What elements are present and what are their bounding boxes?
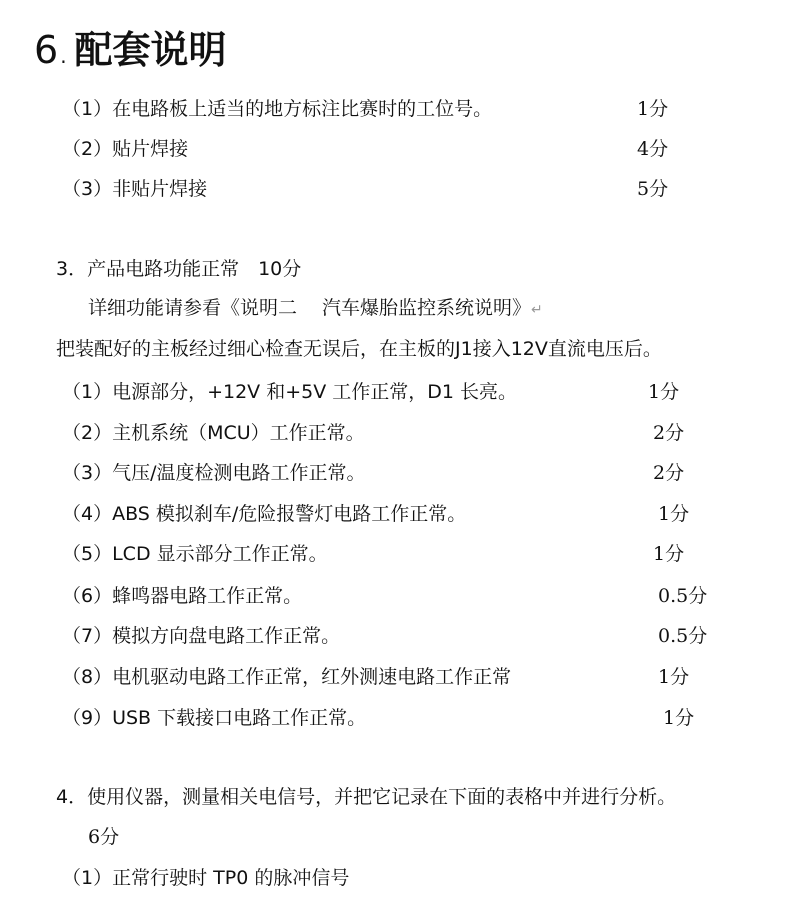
score: 1分: [653, 543, 685, 565]
list-item: （1）正常行驶时 TP0 的脉冲信号: [62, 867, 350, 889]
section4-heading: 4．使用仪器，测量相关电信号，并把它记录在下面的表格中并进行分析。: [56, 786, 677, 808]
list-item: （9）USB 下载接口电路工作正常。: [62, 707, 367, 729]
return-mark: ↵: [531, 302, 543, 318]
section-number: 6: [34, 28, 59, 72]
list-item: （3）非贴片焊接: [62, 178, 208, 200]
score: 1分: [658, 666, 690, 688]
score: 5分: [637, 178, 669, 200]
score: 4分: [637, 138, 669, 160]
list-item: （8）电机驱动电路工作正常，红外测速电路工作正常: [62, 666, 512, 688]
score: 1分: [637, 98, 669, 120]
section3-heading: 3．产品电路功能正常 10分: [56, 258, 302, 280]
list-item: （2）贴片焊接: [62, 138, 189, 160]
score: 0.5分: [658, 625, 708, 647]
section-dot: .: [60, 44, 67, 68]
section-title-text: 配套说明: [74, 28, 227, 72]
list-item: （1）电源部分，+12V 和+5V 工作正常，D1 长亮。: [62, 381, 518, 403]
list-item: （4）ABS 模拟刹车/危险报警灯电路工作正常。: [62, 503, 467, 525]
score: 0.5分: [658, 585, 708, 607]
list-item: （2）主机系统（MCU）工作正常。: [62, 422, 365, 444]
list-item: （6）蜂鸣器电路工作正常。: [62, 585, 303, 607]
section-title: [34, 26, 227, 80]
list-item: （1）在电路板上适当的地方标注比赛时的工位号。: [62, 98, 493, 120]
section3-intro: 把装配好的主板经过细心检查无误后，在主板的J1接入12V直流电压后。: [56, 338, 662, 360]
score: 1分: [663, 707, 695, 729]
list-item: （3）气压/温度检测电路工作正常。: [62, 462, 366, 484]
section3-detail-text: 详细功能请参看《说明二 汽车爆胎监控系统说明》: [88, 297, 532, 319]
score: 1分: [658, 503, 690, 525]
score: 1分: [648, 381, 680, 403]
list-item: （7）模拟方向盘电路工作正常。: [62, 625, 341, 647]
list-item: （5）LCD 显示部分工作正常。: [62, 543, 328, 565]
section3-detail: [88, 296, 543, 322]
score: 2分: [653, 462, 685, 484]
section4-score: 6分: [88, 826, 120, 848]
score: 2分: [653, 422, 685, 444]
